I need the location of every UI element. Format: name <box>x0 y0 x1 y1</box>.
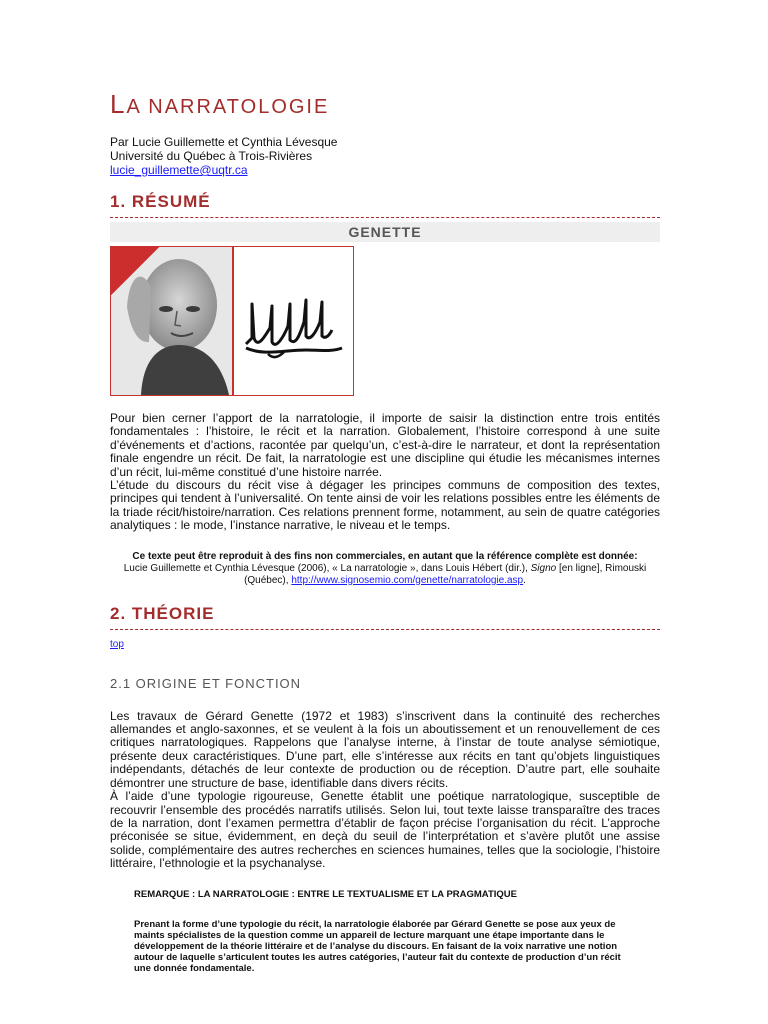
remark-text: Prenant la forme d’une typologie du récit, la narratologie élaborée par Gérard Genette se pose aux yeux de maints spécialistes de la question comme un appareil de lecture marquant une étape importante dans le développement de la théorie littéraire et de l’analyse du discours. En faisant de la voix narrative une notion autour de laquelle s’articulent toutes les autres catégories, l’auteur fait du contexte de production d’un récit une donnée fondamentale. <box>134 918 621 975</box>
citation-line-2 <box>110 575 660 587</box>
genette-signature-image <box>233 246 354 396</box>
remark-heading: REMARQUE : LA NARRATOLOGIE : ENTRE LE TEXTUALISME ET LA PRAGMATIQUE <box>134 888 517 900</box>
citation-line-1 <box>110 563 660 575</box>
section-divider <box>110 629 660 630</box>
paragraph: Pour bien cerner l’apport de la narratologie, il importe de saisir la distinction entre trois entités fondamentales : l’histoire, le récit et la narration. Globalement, l’histoire correspond à une suite d’événements et d’actions, racontée par quelqu’un, c’est-à-dire le narrateur, et dont la représentation finale engendre un récit. De fait, la narratologie est une discipline qui étudie les mécanismes internes d’un récit, lui-même constitué d’une histoire narrée. <box>110 411 660 479</box>
paragraph: L’étude du discours du récit vise à dégager les principes communs de composition des textes, principes qui tendent à l’universalité. On tente ainsi de voir les relations possibles entre les éléments de la triade récit/histoire/narration. Ces relations prennent forme, notamment, au sein de quatre catégories analytiques : le mode, l’instance narrative, le niveau et le temps. <box>110 478 660 533</box>
genette-portrait-image <box>110 246 233 396</box>
citation-text: . <box>523 574 526 586</box>
signosemio-link[interactable]: http://www.signosemio.com/genette/narratologie.asp <box>291 574 524 586</box>
title-rest: A NARRATOLOGIE <box>126 96 330 118</box>
citation-text: (Québec), <box>244 574 292 586</box>
authors: Par Lucie Guillemette et Cynthia Lévesque <box>110 135 338 149</box>
university: Université du Québec à Trois-Rivières <box>110 149 313 163</box>
citation-text: Lucie Guillemette et Cynthia Lévesque (2006), « La narratologie », dans Louis Hébert (dir.), <box>123 562 531 574</box>
reproduction-notice: Ce texte peut être reproduit à des fins non commerciales, en autant que la référence complète est donnée: <box>132 550 638 562</box>
section-heading-theorie: 2. THÉORIE <box>110 603 215 623</box>
citation-block <box>110 551 660 587</box>
top-link[interactable]: top <box>110 638 124 650</box>
signo-title: Signo <box>530 562 557 574</box>
page-title <box>110 90 660 121</box>
paragraph: Les travaux de Gérard Genette (1972 et 1983) s’inscrivent dans la continuité des recherches allemandes et anglo-saxonnes, et se veulent à la fois un aboutissement et un renouvellement de ces critiques narratologiques. Rappelons que l’analyse interne, à l’instar de toute analyse sémiotique, présente deux caractéristiques. D’une part, elle s’intéresse aux récits en tant qu’objets linguistiques indépendants, détachés de leur contexte de production ou de réception. D’autre part, elle souhaite démontrer une structure de base, identifiable dans divers récits. <box>110 708 660 790</box>
email-link[interactable]: lucie_guillemette@uqtr.ca <box>110 163 248 177</box>
citation-text: [en ligne], Rimouski <box>556 562 647 574</box>
image-row <box>110 246 660 396</box>
document-content <box>110 90 660 975</box>
section-heading-resume: 1. RÉSUMÉ <box>110 192 211 211</box>
title-initial: L <box>110 89 127 119</box>
genette-banner: GENETTE <box>110 222 660 242</box>
remark-box <box>134 889 634 975</box>
byline <box>110 135 660 177</box>
section-divider <box>110 217 660 218</box>
paragraph: À l’aide d’une typologie rigoureuse, Genette établit une poétique narratologique, susceptible de recouvrir l’ensemble des procédés narratifs utilisés. Selon lui, tout texte laisse transparaître des traces de la narration, dont l’examen permettra d’établir de façon précise l’organisation du récit. L’approche préconisée se situe, évidemment, en deçà du seuil de l’interprétation et s’avère plutôt une assise solide, complémentaire des autres recherches en sciences humaines, telles que la sociologie, l’histoire littéraire, l’ethnologie et la psychanalyse. <box>110 789 660 871</box>
subsection-heading: 2.1 ORIGINE ET FONCTION <box>110 675 302 691</box>
